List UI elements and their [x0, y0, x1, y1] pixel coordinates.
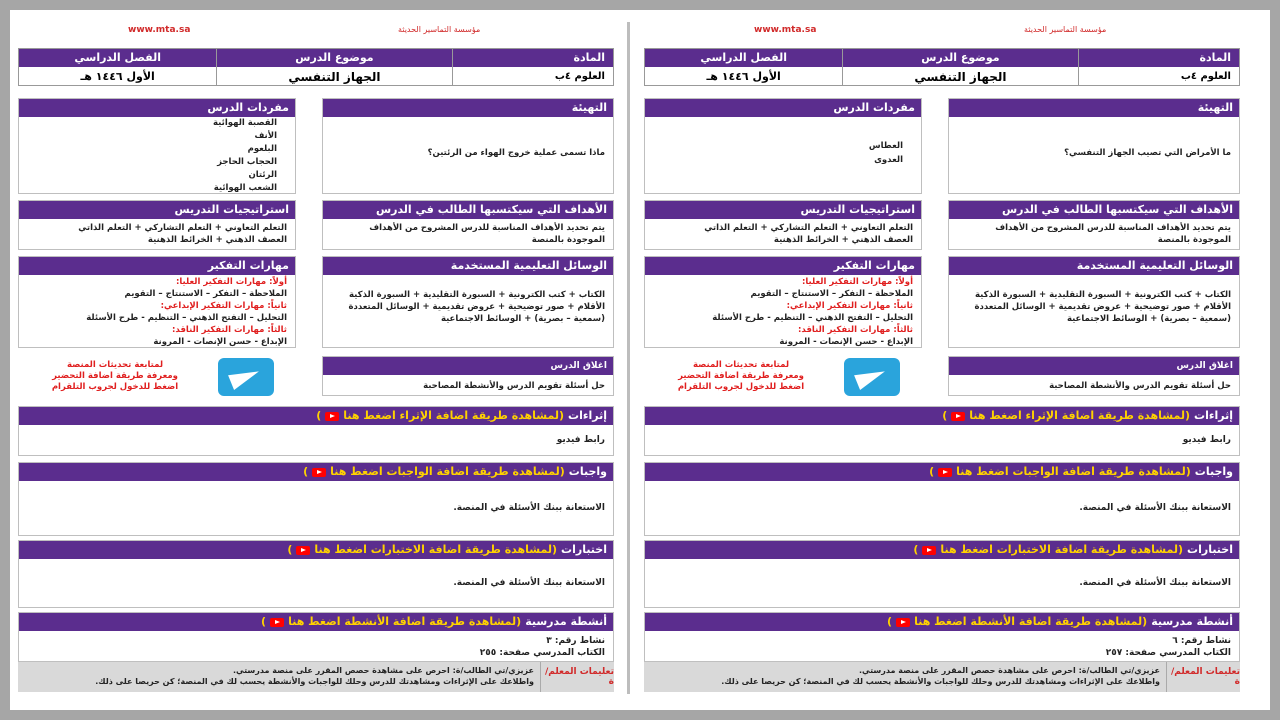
media-text	[949, 275, 1239, 328]
vocab-item: الأنف	[254, 131, 277, 141]
strategies-title: استراتيجيات التدريس	[19, 201, 295, 219]
vocab-item: العدوى	[874, 155, 903, 165]
telegram-line: ومعرفة طريقة اضافة التحضير	[678, 371, 804, 381]
goals-box	[322, 200, 614, 250]
instruction-line: واطلاعك على الإثراءات ومشاهدتك للدرس وحلك للواجبات والأنشطة يحسب لك في المنصة؛ كن حريصا على ذلك.	[95, 677, 534, 686]
activity-number: نشاط رقم: ٣	[546, 636, 605, 646]
enrich-how-to-link[interactable]: (لمشاهدة طريقة اضافة الإثراء اضغط هنا	[969, 409, 1191, 422]
tests-text: الاستعانة ببنك الأسئلة في المنصة.	[1079, 578, 1231, 588]
thinking-line: التحليل – التفتح الذهني – التنظيم - طرح الأسئلة	[712, 313, 913, 323]
youtube-icon[interactable]	[896, 618, 910, 627]
thinking-line: التحليل – التفتح الذهني – التنظيم - طرح الأسئلة	[86, 313, 287, 323]
enrich-title: إثراءات	[1194, 409, 1233, 422]
activities-title: أنشطة مدرسية	[525, 615, 607, 628]
media-title: الوسائل التعليمية المستخدمة	[323, 257, 613, 275]
tests-how-to-link[interactable]: (لمشاهدة طريقة اضافة الاختبارات اضغط هنا	[314, 543, 558, 556]
semester-label: الفصل الدراسي	[19, 49, 216, 67]
thinking-line: الإبداع - حسن الإنصات - المرونة	[779, 337, 913, 347]
media-title: الوسائل التعليمية المستخدمة	[949, 257, 1239, 275]
lesson-info-table	[18, 48, 614, 86]
teacher-instructions	[18, 662, 614, 692]
homework-header	[19, 463, 613, 481]
tests-text: الاستعانة ببنك الأسئلة في المنصة.	[453, 578, 605, 588]
strategies-box	[18, 200, 296, 250]
telegram-line: لمتابعة تحديثات المنصة	[66, 360, 164, 370]
activities-section	[18, 612, 614, 662]
teacher-instructions-label: تعليمات المعلم/ة	[1166, 662, 1240, 692]
teacher-instructions-label: تعليمات المعلم/ة	[540, 662, 614, 692]
subject-label: المادة	[1079, 49, 1239, 67]
homework-how-to-link[interactable]: (لمشاهدة طريقة اضافة الواجبات اضغط هنا	[956, 465, 1191, 478]
strategies-text	[645, 219, 921, 249]
teacher-instructions-text	[644, 662, 1166, 692]
warmup-box	[322, 98, 614, 194]
thinking-line: الملاحظة – التفكر – الاستنتاج – التقويم	[750, 289, 913, 299]
vocab-item: البلعوم	[247, 144, 277, 154]
subject-value: العلوم ٤ب	[1180, 71, 1231, 82]
homework-text: الاستعانة ببنك الأسئلة في المنصة.	[1079, 503, 1231, 513]
homework-title: واجبات	[568, 465, 607, 478]
semester-column	[19, 49, 216, 85]
media-line: (سمعية – بصرية) + الوسائط الاجتماعية	[440, 314, 605, 324]
vocab-list	[645, 117, 921, 170]
media-line: الأقلام + صور توضيحية + عروض تقديمية + الوسائل المتعددة	[974, 302, 1231, 312]
vocab-item: الشعب الهوائية	[213, 183, 277, 193]
media-line: الكتاب + كتب الكترونية + السبورة التقليدية + السبورة الذكية	[975, 290, 1231, 300]
telegram-line: ومعرفة طريقة اضافة التحضير	[52, 371, 178, 381]
thinking-text	[19, 275, 295, 351]
website-link[interactable]: www.mta.sa	[128, 25, 191, 35]
topic-label: موضوع الدرس	[843, 49, 1077, 67]
close-paren: )	[303, 465, 309, 478]
tests-section	[644, 540, 1240, 608]
thinking-heading: ثانياً: مهارات التفكير الإبداعي:	[160, 301, 287, 311]
vocab-title: مفردات الدرس	[645, 99, 921, 117]
closing-box	[322, 356, 614, 396]
tests-title: اختبارات	[561, 543, 607, 556]
vocab-item: الرئتان	[248, 170, 277, 180]
instruction-line: عزيزي/تي الطالب/ة: احرص على مشاهدة حصص المقرر على منصة مدرستي.	[859, 666, 1160, 675]
tests-title: اختبارات	[1187, 543, 1233, 556]
close-paren: )	[942, 409, 948, 422]
teacher-instructions	[644, 662, 1240, 692]
activities-header	[19, 613, 613, 631]
youtube-icon[interactable]	[922, 546, 936, 555]
youtube-icon[interactable]	[296, 546, 310, 555]
thinking-box	[644, 256, 922, 348]
activities-text	[19, 631, 613, 661]
enrich-section	[18, 406, 614, 456]
warmup-title: التهيئة	[323, 99, 613, 117]
homework-text: الاستعانة ببنك الأسئلة في المنصة.	[453, 503, 605, 513]
topic-column	[842, 49, 1077, 85]
strategies-line: العصف الذهني + الخرائط الذهنية	[147, 235, 287, 245]
homework-section	[18, 462, 614, 536]
telegram-line: اضغط للدخول لجروب التلقرام	[51, 382, 179, 392]
activity-page: الكتاب المدرسي صفحة: ٢٥٧	[1105, 648, 1231, 658]
telegram-promo[interactable]	[50, 360, 180, 393]
thinking-heading: ثالثاً: مهارات التفكير الناقد:	[172, 325, 287, 335]
website-link[interactable]: www.mta.sa	[754, 25, 817, 35]
close-paren: )	[261, 615, 267, 628]
telegram-line: لمتابعة تحديثات المنصة	[692, 360, 790, 370]
media-line: الكتاب + كتب الكترونية + السبورة التقليدية + السبورة الذكية	[349, 290, 605, 300]
subject-column	[452, 49, 613, 85]
activities-how-to-link[interactable]: (لمشاهدة طريقة اضافة الأنشطة اضغط هنا	[914, 615, 1148, 628]
topic-column	[216, 49, 451, 85]
close-paren: )	[316, 409, 322, 422]
goals-text: يتم تحديد الأهداف المناسبة للدرس المشروح من الأهداف الموجودة بالمنصة	[369, 223, 605, 245]
instruction-line: واطلاعك على الإثراءات ومشاهدتك للدرس وحلك للواجبات والأنشطة يحسب لك في المنصة؛ كن حريصا على ذلك.	[721, 677, 1160, 686]
semester-column	[645, 49, 842, 85]
activities-how-to-link[interactable]: (لمشاهدة طريقة اضافة الأنشطة اضغط هنا	[288, 615, 522, 628]
topic-value: الجهاز التنفسي	[288, 70, 381, 84]
page-divider	[627, 22, 630, 694]
page-header	[644, 22, 1240, 40]
media-text	[323, 275, 613, 328]
closing-text: حل أسئلة تقويم الدرس والأنشطة المصاحبة	[1049, 381, 1231, 391]
thinking-heading: ثالثاً: مهارات التفكير الناقد:	[798, 325, 913, 335]
warmup-box	[948, 98, 1240, 194]
topic-value: الجهاز التنفسي	[914, 70, 1007, 84]
tests-section	[18, 540, 614, 608]
strategies-text	[19, 219, 295, 249]
subject-label: المادة	[453, 49, 613, 67]
thinking-heading: أولاً: مهارات التفكير العليا:	[801, 277, 913, 287]
closing-text: حل أسئلة تقويم الدرس والأنشطة المصاحبة	[423, 381, 605, 391]
vocab-list	[19, 117, 295, 198]
media-box	[948, 256, 1240, 348]
lesson-page-left	[18, 22, 614, 694]
close-paren: )	[287, 543, 293, 556]
goals-text: يتم تحديد الأهداف المناسبة للدرس المشروح من الأهداف الموجودة بالمنصة	[995, 223, 1231, 245]
enrich-text: رابط فيديو	[556, 435, 605, 445]
telegram-icon[interactable]	[218, 358, 274, 396]
activities-header	[645, 613, 1239, 631]
close-paren: )	[929, 465, 935, 478]
organization-name: مؤسسة التماسير الحديثة	[398, 25, 481, 34]
enrich-header	[645, 407, 1239, 425]
semester-value: الأول ١٤٤٦ هـ	[80, 70, 155, 83]
goals-box	[948, 200, 1240, 250]
telegram-promo[interactable]	[676, 360, 806, 393]
enrich-header	[19, 407, 613, 425]
vocab-item: الحجاب الحاجز	[217, 157, 277, 167]
closing-title: اغلاق الدرس	[323, 357, 613, 375]
goals-title: الأهداف التي سيكتسبها الطالب في الدرس	[323, 201, 613, 219]
enrich-title: إثراءات	[568, 409, 607, 422]
thinking-line: الإبداع - حسن الإنصات - المرونة	[153, 337, 287, 347]
warmup-question: ماذا تسمى عملية خروج الهواء من الرئتين؟	[427, 148, 605, 158]
thinking-box	[18, 256, 296, 348]
enrich-section	[644, 406, 1240, 456]
lesson-page-right	[644, 22, 1240, 694]
closing-title: اغلاق الدرس	[949, 357, 1239, 375]
thinking-text	[645, 275, 921, 351]
enrich-how-to-link[interactable]: (لمشاهدة طريقة اضافة الإثراء اضغط هنا	[343, 409, 565, 422]
homework-section	[644, 462, 1240, 536]
strategies-line: العصف الذهني + الخرائط الذهنية	[773, 235, 913, 245]
tests-how-to-link[interactable]: (لمشاهدة طريقة اضافة الاختبارات اضغط هنا	[940, 543, 1184, 556]
activities-text	[645, 631, 1239, 661]
homework-header	[645, 463, 1239, 481]
thinking-title: مهارات التفكير	[645, 257, 921, 275]
youtube-icon[interactable]	[325, 412, 339, 421]
subject-value: العلوم ٤ب	[554, 71, 605, 82]
instruction-line: عزيزي/تي الطالب/ة: احرص على مشاهدة حصص المقرر على منصة مدرستي.	[233, 666, 534, 675]
tests-header	[645, 541, 1239, 559]
strategies-title: استراتيجيات التدريس	[645, 201, 921, 219]
activity-number: نشاط رقم: ٦	[1172, 636, 1231, 646]
close-paren: )	[913, 543, 919, 556]
strategies-line: التعلم التعاوني + التعلم التشاركي + التعلم الذاتي	[704, 223, 913, 233]
vocab-box	[644, 98, 922, 194]
page-header	[18, 22, 614, 40]
subject-column	[1078, 49, 1239, 85]
warmup-title: التهيئة	[949, 99, 1239, 117]
thinking-heading: أولاً: مهارات التفكير العليا:	[175, 277, 287, 287]
strategies-line: التعلم التعاوني + التعلم التشاركي + التعلم الذاتي	[78, 223, 287, 233]
youtube-icon[interactable]	[270, 618, 284, 627]
youtube-icon[interactable]	[938, 468, 952, 477]
vocab-item: العطاس	[868, 141, 903, 151]
thinking-line: الملاحظة – التفكر – الاستنتاج – التقويم	[124, 289, 287, 299]
close-paren: )	[887, 615, 893, 628]
homework-title: واجبات	[1194, 465, 1233, 478]
youtube-icon[interactable]	[312, 468, 326, 477]
vocab-item: القصبة الهوائية	[213, 118, 277, 128]
lesson-info-table	[644, 48, 1240, 86]
semester-label: الفصل الدراسي	[645, 49, 842, 67]
media-line: (سمعية – بصرية) + الوسائط الاجتماعية	[1066, 314, 1231, 324]
semester-value: الأول ١٤٤٦ هـ	[706, 70, 781, 83]
organization-name: مؤسسة التماسير الحديثة	[1024, 25, 1107, 34]
vocab-box	[18, 98, 296, 194]
activity-page: الكتاب المدرسي صفحة: ٢٥٥	[479, 648, 605, 658]
telegram-icon[interactable]	[844, 358, 900, 396]
telegram-line: اضغط للدخول لجروب التلقرام	[677, 382, 805, 392]
activities-title: أنشطة مدرسية	[1151, 615, 1233, 628]
strategies-box	[644, 200, 922, 250]
closing-box	[948, 356, 1240, 396]
media-line: الأقلام + صور توضيحية + عروض تقديمية + الوسائل المتعددة	[348, 302, 605, 312]
thinking-title: مهارات التفكير	[19, 257, 295, 275]
media-box	[322, 256, 614, 348]
topic-label: موضوع الدرس	[217, 49, 451, 67]
goals-title: الأهداف التي سيكتسبها الطالب في الدرس	[949, 201, 1239, 219]
homework-how-to-link[interactable]: (لمشاهدة طريقة اضافة الواجبات اضغط هنا	[330, 465, 565, 478]
youtube-icon[interactable]	[951, 412, 965, 421]
enrich-text: رابط فيديو	[1182, 435, 1231, 445]
warmup-question: ما الأمراض التي تصيب الجهاز التنفسي؟	[1064, 148, 1231, 158]
vocab-title: مفردات الدرس	[19, 99, 295, 117]
tests-header	[19, 541, 613, 559]
teacher-instructions-text	[18, 662, 540, 692]
activities-section	[644, 612, 1240, 662]
thinking-heading: ثانياً: مهارات التفكير الإبداعي:	[786, 301, 913, 311]
